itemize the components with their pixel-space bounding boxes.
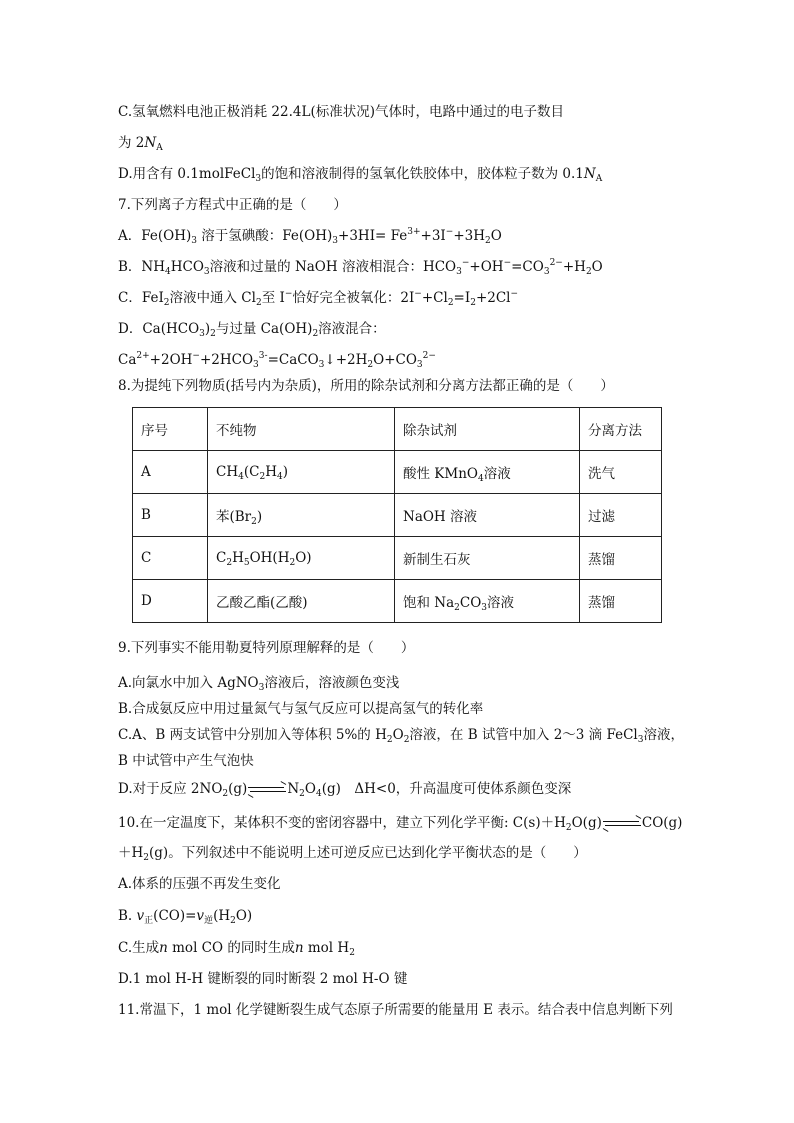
q11-stem: 11.常温下，1 mol 化学键断裂生成气态原子所需要的能量用 E 表示。结合表中信息判断下列: [118, 1002, 673, 1018]
q10-option-c: C.生成n mol CO 的同时生成n mol $H_2$: [118, 940, 355, 958]
table-header: 除杂试剂: [395, 408, 580, 451]
table-header: 序号: [133, 408, 208, 451]
table-cell: 蒸馏: [580, 537, 662, 580]
table-header-row: [133, 408, 662, 451]
q9-stem: 9.下列事实不能用勒夏特列原理解释的是（ ）: [118, 640, 415, 656]
table-cell: 过滤: [580, 494, 662, 537]
equilibrium-arrow-icon: [603, 819, 641, 829]
q7-option-b: B．$NH_4HCO_3$溶液和过量的 NaOH 溶液相混合：$HCO_3^-+OH^-=CO_3^{2-}+H_2O$: [118, 258, 603, 277]
table-cell: 乙酸乙酯(乙酸): [208, 580, 395, 623]
q7-option-a: A．$Fe(OH)_3$ 溶于氢碘酸：$Fe(OH)_3+3HI= Fe^{3+}+3I^-+3H_2O$: [118, 227, 502, 246]
q10-stem-line2: $+H_2(g)$。下列叙述中不能说明上述可逆反应已达到化学平衡状态的是（ ）: [118, 845, 587, 863]
q9-option-d: D.对于反应 $2NO_2(g)$ $N_2O_4(g)$ ΔH<0，升高温度可使体系颜色变深: [118, 781, 572, 799]
q7-option-d-equation: $Ca^{2+}+2OH^-+2HCO_3^{3-}=CaCO_3↓+2H_2O+CO_3^{2-}$: [118, 351, 436, 370]
table-cell: 苯$(Br_2)$: [208, 494, 395, 537]
q7-option-c: C．FeI$_2$溶液中通入 $Cl_2$至 I−恰好完全被氧化：$2I^-+Cl_2=I_2+2Cl^-$: [118, 289, 519, 308]
table-cell: $CH_4(C_2H_4)$: [208, 451, 395, 494]
q6-option-c-line2: 为 $2N_A$: [118, 135, 163, 153]
q10-stem: 10.在一定温度下，某体积不变的密闭容器中，建立下列化学平衡: $C(s)+H_2O(g)$ CO(g): [118, 815, 683, 833]
q8-stem: 8.为提纯下列物质(括号内为杂质)，所用的除杂试剂和分离方法都正确的是（ ）: [118, 378, 614, 394]
table-cell: 酸性 KMnO$_4$溶液: [395, 451, 580, 494]
table-row: [133, 537, 662, 580]
q9-option-a: A.向氯水中加入 AgNO$_3$溶液后，溶液颜色变浅: [118, 675, 400, 693]
table-row: [133, 580, 662, 623]
table-row: [133, 451, 662, 494]
q10-option-d: D.1 mol H-H 键断裂的同时断裂 2 mol H-O 键: [118, 971, 408, 987]
table-cell: 新制生石灰: [395, 537, 580, 580]
q8-table: [132, 407, 662, 623]
table-cell: $C_2H_5OH(H_2O)$: [208, 537, 395, 580]
table-cell: 饱和 $Na_2CO_3$溶液: [395, 580, 580, 623]
q9-option-c: C.A、B 两支试管中分别加入等体积 5%的 $H_2O_2$溶液，在 B 试管中加入 2～3 滴 FeCl$_3$溶液，: [118, 727, 684, 745]
table-cell: A: [133, 451, 208, 494]
equilibrium-arrow-icon: [248, 785, 286, 795]
q7-stem: 7.下列离子方程式中正确的是（ ）: [118, 197, 347, 213]
table-cell: 洗气: [580, 451, 662, 494]
q6-option-d: D.用含有 0.1molFeCl$_3$的饱和溶液制得的氢氧化铁胶体中，胶体粒子数为 $0.1N_A$: [118, 166, 603, 184]
q6-option-c-line1: C.氢氧燃料电池正极消耗 22.4L(标准状况)气体时，电路中通过的电子数目: [118, 104, 564, 120]
table-cell: D: [133, 580, 208, 623]
table-cell: 蒸馏: [580, 580, 662, 623]
table-header: 不纯物: [208, 408, 395, 451]
table-cell: C: [133, 537, 208, 580]
table-row: [133, 494, 662, 537]
q7-option-d: D．$Ca(HCO_3)_2$与过量 $Ca(OH)_2$溶液混合：: [118, 321, 386, 339]
q10-option-b: B. $v_正(CO)=v_逆(H_2O)$: [118, 908, 253, 926]
table-cell: NaOH 溶液: [395, 494, 580, 537]
table-cell: B: [133, 494, 208, 537]
q9-option-c-line2: B 中试管中产生气泡快: [118, 753, 254, 769]
q9-option-b: B.合成氨反应中用过量氮气与氢气反应可以提高氢气的转化率: [118, 701, 484, 717]
q10-option-a: A.体系的压强不再发生变化: [118, 876, 281, 892]
table-header: 分离方法: [580, 408, 662, 451]
